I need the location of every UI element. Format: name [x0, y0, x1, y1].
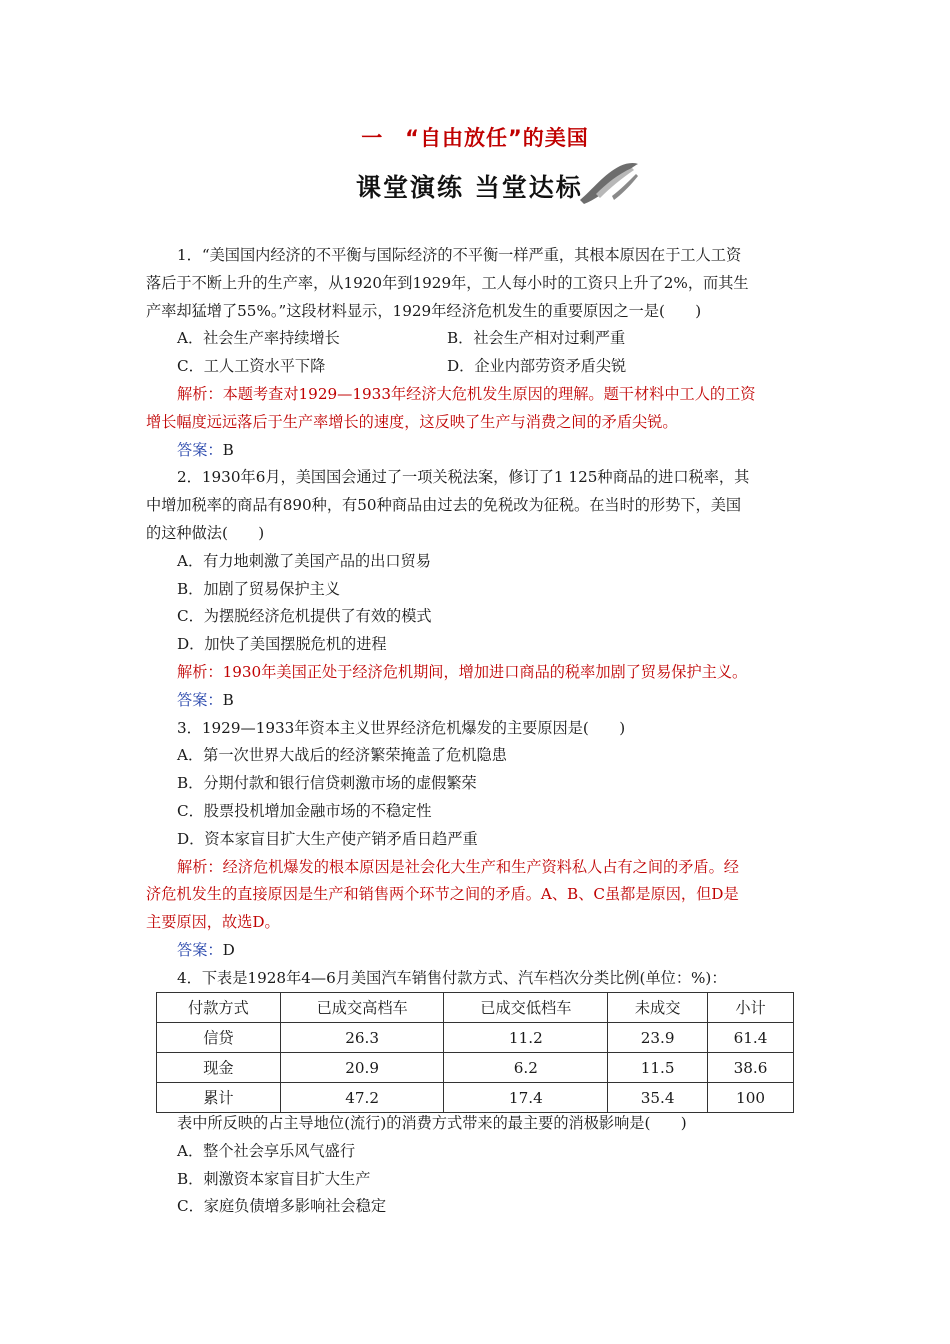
table-header-row	[157, 993, 794, 1023]
q2-stem-line: 2．1930年6月，美国国会通过了一项关税法案，修订了1 125种商品的进口税率，其	[177, 468, 750, 487]
q3-analysis-line	[146, 854, 806, 882]
q2-answer-value: B	[222, 690, 234, 709]
table-row	[157, 1053, 794, 1083]
table-cell: 累计	[157, 1083, 281, 1113]
q3-option-c: C．股票投机增加金融市场的不稳定性	[177, 801, 432, 820]
q4-question	[146, 1110, 806, 1221]
q2-option-b: B．加剧了贸易保护主义	[177, 579, 341, 598]
table-row	[157, 1083, 794, 1113]
q2-stem-line: 的这种做法( )	[146, 523, 265, 542]
q4-data-table	[156, 992, 794, 1113]
q4-option-b: B．刺激资本家盲目扩大生产	[177, 1169, 371, 1188]
q3-analysis-text: 经济危机爆发的根本原因是社会化大生产和生产资料私人占有之间的矛盾。经	[222, 857, 739, 876]
table-cell: 23.9	[608, 1023, 708, 1053]
q2-stem-line: 中增加税率的商品有890种，有50种商品由过去的免税改为征税。在当时的形势下，美国	[146, 496, 742, 515]
section-banner	[356, 166, 636, 206]
q2-option-a: A．有力地刺激了美国产品的出口贸易	[177, 551, 431, 570]
table-header-cell: 未成交	[608, 993, 708, 1023]
question-body	[146, 242, 806, 993]
table-cell: 35.4	[608, 1083, 708, 1113]
q3-stem-line: 3．1929—1933年资本主义世界经济危机爆发的主要原因是( )	[177, 718, 626, 737]
q1-option-b: B．社会生产相对过剩严重	[447, 329, 626, 348]
q1-stem-line: 落后于不断上升的生产率，从1920年到1929年，工人每小时的工资只上升了2%，而其生	[146, 273, 749, 292]
table-header-cell: 付款方式	[157, 993, 281, 1023]
analysis-label: 解析：	[177, 662, 223, 681]
analysis-label: 解析：	[177, 857, 223, 876]
q2-analysis-text: 1930年美国正处于经济危机期间，增加进口商品的税率加剧了贸易保护主义。	[222, 662, 748, 681]
q3-option-a: A．第一次世界大战后的经济繁荣掩盖了危机隐患	[177, 746, 507, 765]
table-row	[157, 1023, 794, 1053]
table-cell: 26.3	[280, 1023, 444, 1053]
table-cell: 47.2	[280, 1083, 444, 1113]
q3-option-d: D．资本家盲目扩大生产使产销矛盾日趋严重	[177, 829, 478, 848]
table-cell: 20.9	[280, 1053, 444, 1083]
q2-option-d: D．加快了美国摆脱危机的进程	[177, 635, 387, 654]
q2-answer	[146, 687, 806, 715]
q1-option-c: C．工人工资水平下降	[177, 357, 326, 376]
q1-analysis-line	[146, 381, 806, 409]
table-cell: 信贷	[157, 1023, 281, 1053]
table-cell: 6.2	[444, 1053, 608, 1083]
q2-option-c: C．为摆脱经济危机提供了有效的模式	[177, 607, 432, 626]
table-header-cell: 已成交高档车	[280, 993, 444, 1023]
table-cell: 11.5	[608, 1053, 708, 1083]
table-cell: 17.4	[444, 1083, 608, 1113]
q1-answer-value: B	[222, 440, 234, 459]
brush-stroke-icon	[574, 160, 644, 206]
q1-stem-line: 产率却猛增了55%。”这段材料显示，1929年经济危机发生的重要原因之一是( )	[146, 301, 702, 320]
table-cell: 现金	[157, 1053, 281, 1083]
q4-option-a: A．整个社会享乐风气盛行	[177, 1141, 356, 1160]
q4-stem: 表中所反映的占主导地位(流行)的消费方式带来的最主要的消极影响是( )	[177, 1114, 687, 1132]
answer-label: 答案：	[177, 440, 223, 459]
q3-answer	[146, 937, 806, 965]
q4-intro: 4．下表是1928年4—6月美国汽车销售付款方式、汽车档次分类比例(单位：%)：	[177, 968, 727, 987]
table-cell: 100	[708, 1083, 794, 1113]
q4-option-c: C．家庭负债增多影响社会稳定	[177, 1197, 387, 1216]
banner-text: 课堂演练 当堂达标	[356, 173, 583, 202]
table-cell: 11.2	[444, 1023, 608, 1053]
table-header-cell: 小计	[708, 993, 794, 1023]
q1-options-row	[146, 325, 806, 353]
q3-analysis-line: 主要原因，故选D。	[146, 913, 280, 932]
q1-answer	[146, 437, 806, 465]
analysis-label: 解析：	[177, 384, 223, 403]
q3-answer-value: D	[222, 940, 235, 959]
q1-stem-line: 1．“美国国内经济的不平衡与国际经济的不平衡一样严重，其根本原因在于工人工资	[177, 246, 742, 264]
answer-label: 答案：	[177, 940, 223, 959]
table-header-cell: 已成交低档车	[444, 993, 608, 1023]
q2-analysis-line	[146, 659, 806, 687]
q1-options-row	[146, 353, 806, 381]
answer-label: 答案：	[177, 690, 223, 709]
q1-option-a: A．社会生产率持续增长	[177, 329, 340, 348]
table-cell: 61.4	[708, 1023, 794, 1053]
page-title: 一 “自由放任”的美国	[361, 126, 589, 150]
q3-option-b: B．分期付款和银行信贷刺激市场的虚假繁荣	[177, 774, 477, 793]
q1-option-d: D．企业内部劳资矛盾尖锐	[447, 357, 627, 376]
table-cell: 38.6	[708, 1053, 794, 1083]
q3-analysis-line: 济危机发生的直接原因是生产和销售两个环节之间的矛盾。A、B、C虽都是原因，但D是	[146, 885, 739, 904]
q1-analysis-text: 本题考查对1929—1933年经济大危机发生原因的理解。题干材料中工人的工资	[222, 384, 756, 403]
q1-analysis-line: 增长幅度远远落后于生产率增长的速度，这反映了生产与消费之间的矛盾尖锐。	[146, 412, 678, 431]
